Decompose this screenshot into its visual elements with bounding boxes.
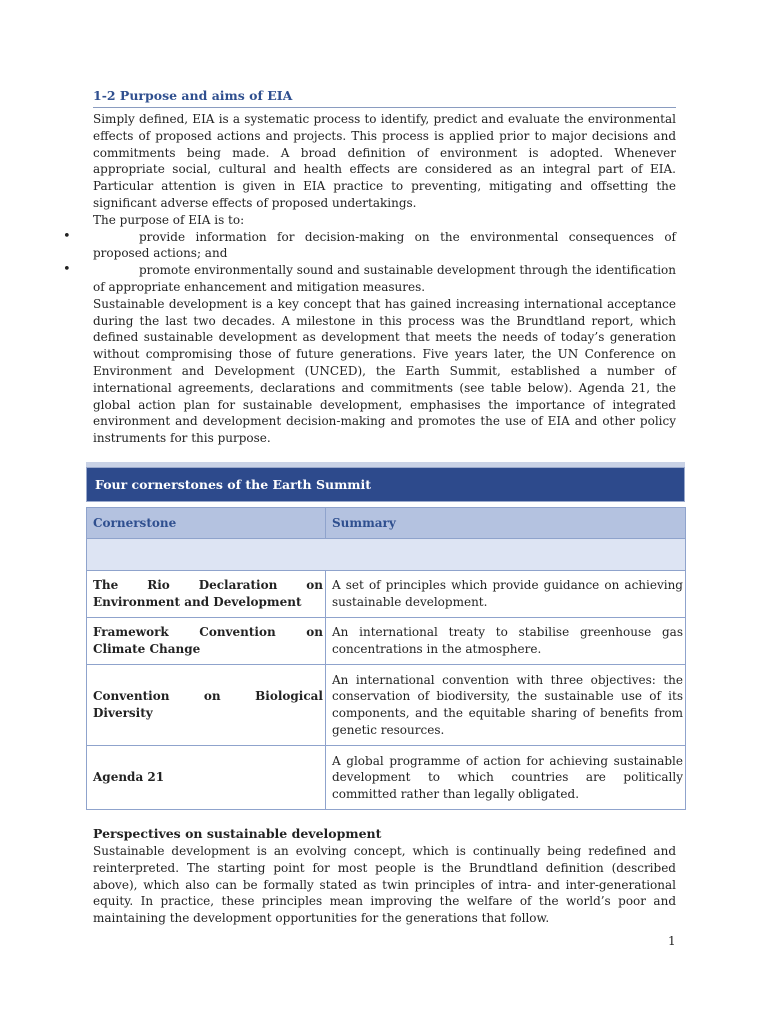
section-heading: 1-2 Purpose and aims of EIA [93,88,676,108]
bullet-icon: • [63,262,71,278]
summary-cell: An international convention with three objectives: the conservation of biodiversity, the sustainable use of its components, and the equitable sharing of benefits from genetic resources. [326,665,686,746]
table-row [87,571,686,618]
cornerstone-cell: The Rio Declaration on Environment and Development [87,571,326,618]
sustainable-paragraph: Sustainable development is a key concept that has gained increasing international acceptance during the last two decades. A milestone in this process was the Brundtland report, which defined sustainable development as development that meets the needs of today’s generation without compromising those of future generations. Five years later, the UN Conference on Environment and Development (UNCED), the Earth Summit, established a number of international agreements, declarations and commitments (see table below). Agenda 21, the global action plan for sustainable development, emphasises the importance of integrated environment and development decision-making and promotes the use of EIA and other policy instruments for this purpose. [93,296,676,446]
perspectives-section [93,843,676,927]
table-blank-row [87,539,686,571]
table-row [87,618,686,665]
table-row [87,746,686,810]
earth-summit-table [86,462,685,810]
list-item-text: provide information for decision-making on the environmental consequences of proposed actions; and [93,229,676,261]
table-title: Four cornerstones of the Earth Summit [86,467,685,502]
summary-cell: A set of principles which provide guidance on achieving sustainable development. [326,571,686,618]
table-row [87,665,686,746]
cornerstones-table [86,507,686,810]
list-item [63,228,676,263]
purpose-lead: The purpose of EIA is to: [93,212,245,227]
cornerstone-cell: Convention on Biological Diversity [87,665,326,746]
page-number: 1 [668,934,676,948]
summary-cell: A global programme of action for achieving sustainable development to which countries are politically committed rather than legally obligated. [326,746,686,810]
cornerstone-cell: Agenda 21 [87,746,326,810]
perspectives-heading: Perspectives on sustainable development [93,826,382,841]
list-item [63,262,676,296]
table-header-row [87,508,686,539]
summary-cell: An international treaty to stabilise greenhouse gas concentrations in the atmosphere. [326,618,686,665]
purpose-list [63,228,676,296]
list-item-text: promote environmentally sound and sustainable development through the identification of appropriate enhancement and mitigation measures. [93,263,676,294]
cornerstone-cell: Framework Convention on Climate Change [87,618,326,665]
bullet-icon: • [63,228,71,244]
main-text [63,88,676,447]
intro-paragraph: Simply defined, EIA is a systematic process to identify, predict and evaluate the environmental effects of proposed actions and projects. This process is applied prior to major decisions and commitments being made. A broad definition of environment is adopted. Whenever appropriate social, cultural and health effects are considered as an integral part of EIA. Particular attention is given in EIA practice to preventing, mitigating and offsetting the significant adverse effects of proposed undertakings. [93,112,676,210]
column-header-summary: Summary [326,508,686,539]
perspectives-paragraph: Sustainable development is an evolving concept, which is continually being redefined and reinterpreted. The starting point for most people is the Brundtland definition (described above), which also can be formally stated as twin principles of intra- and inter-generational equity. In practice, these principles mean improving the welfare of the world’s poor and maintaining the development opportunities for the generations that follow. [93,844,676,926]
column-header-cornerstone: Cornerstone [87,508,326,539]
